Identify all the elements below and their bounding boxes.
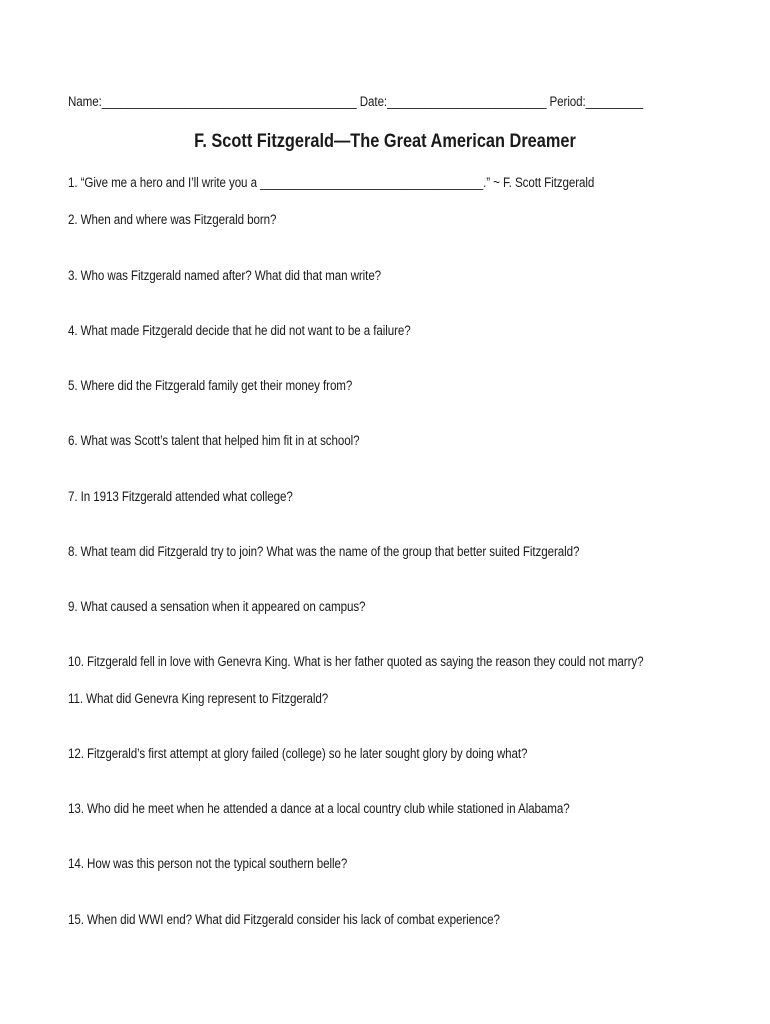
date-blank: _________________________ — [387, 94, 547, 109]
period-blank: _________ — [585, 94, 644, 109]
name-blank: ________________________________________ — [101, 94, 357, 109]
question-3: 3. Who was Fitzgerald named after? What did that man write? — [68, 268, 382, 283]
header-fields — [68, 94, 643, 109]
question-12: 12. Fitzgerald’s first attempt at glory failed (college) so he later sought glory by doing what? — [68, 746, 528, 761]
page-title: F. Scott Fitzgerald—The Great American Dreamer — [194, 131, 576, 152]
question-10: 10. Fitzgerald fell in love with Genevra King. What is her father quoted as saying the reason they could not marry? — [68, 654, 644, 669]
question-9: 9. What caused a sensation when it appeared on campus? — [68, 599, 366, 614]
question-6: 6. What was Scott’s talent that helped him fit in at school? — [68, 433, 360, 448]
question-1: 1. “Give me a hero and I’ll write you a ___________________________________.” ~ F. Scott Fitzgerald — [68, 175, 595, 190]
question-15: 15. When did WWI end? What did Fitzgerald consider his lack of combat experience? — [68, 912, 500, 927]
question-14: 14. How was this person not the typical southern belle? — [68, 856, 348, 871]
period-label: Period: — [549, 94, 586, 109]
name-label: Name: — [68, 94, 102, 109]
question-13: 13. Who did he meet when he attended a dance at a local country club while stationed in Alabama? — [68, 801, 570, 816]
question-4: 4. What made Fitzgerald decide that he did not want to be a failure? — [68, 323, 411, 338]
date-label: Date: — [359, 94, 388, 109]
question-7: 7. In 1913 Fitzgerald attended what college? — [68, 489, 293, 504]
question-5: 5. Where did the Fitzgerald family get their money from? — [68, 378, 353, 393]
question-11: 11. What did Genevra King represent to Fitzgerald? — [68, 691, 329, 706]
question-8: 8. What team did Fitzgerald try to join? What was the name of the group that better suited Fitzgerald? — [68, 544, 580, 559]
question-2: 2. When and where was Fitzgerald born? — [68, 212, 277, 227]
